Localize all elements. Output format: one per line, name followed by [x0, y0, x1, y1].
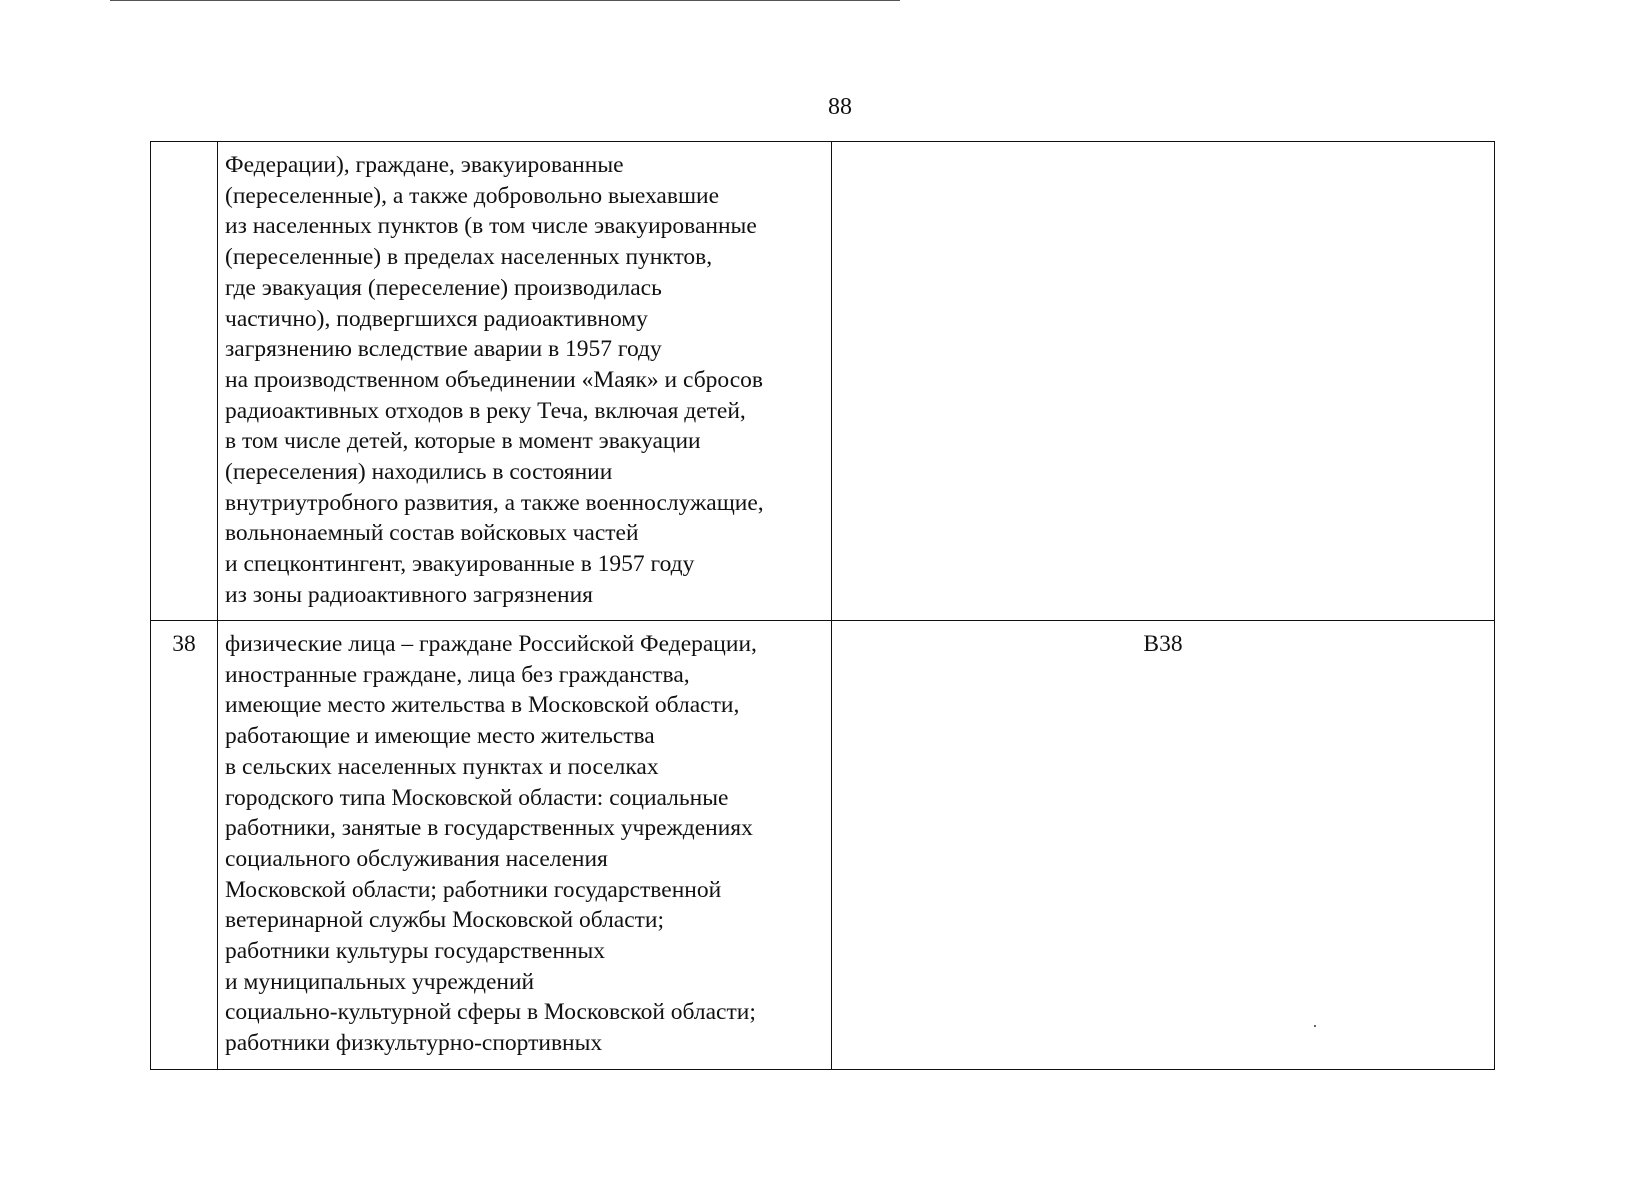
- text-line: и муниципальных учреждений: [225, 968, 535, 995]
- text-line: частично), подвергшихся радиоактивному: [225, 305, 648, 332]
- text-line: в том числе детей, которые в момент эвакуации: [225, 428, 701, 455]
- text-line: работающие и имеющие место жительства: [225, 723, 655, 750]
- text-line: где эвакуация (переселение) производилась: [225, 274, 662, 301]
- text-line: загрязнению вследствие аварии в 1957 году: [225, 336, 662, 363]
- text-line: физические лица – граждане Российской Федерации,: [225, 631, 757, 657]
- category-description-cell: [218, 621, 832, 1070]
- text-line: городского типа Московской области: социальные: [225, 784, 729, 811]
- scan-edge-line: [110, 0, 900, 1]
- benefits-table: [150, 141, 1495, 1070]
- text-line: и спецконтингент, эвакуированные в 1957 году: [225, 551, 695, 578]
- text-line: Московской области; работники государственной: [225, 876, 722, 903]
- text-line: в сельских населенных пунктах и поселках: [225, 753, 659, 780]
- text-line: из зоны радиоактивного загрязнения: [225, 581, 593, 608]
- text-line: имеющие место жительства в Московской области,: [225, 692, 740, 719]
- text-line: (переселения) находились в состоянии: [225, 459, 613, 486]
- code-cell: В38: [832, 621, 1495, 1070]
- text-line: работники культуры государственных: [225, 938, 606, 965]
- row-number-cell: [151, 142, 218, 621]
- text-line: внутриутробного развития, а также военнослужащие,: [225, 489, 764, 516]
- text-line: Федерации), граждане, эвакуированные: [225, 152, 624, 178]
- row-number-cell: 38: [151, 621, 218, 1070]
- text-line: из населенных пунктов (в том числе эвакуированные: [225, 213, 757, 240]
- code-cell: [832, 142, 1495, 621]
- text-line: (переселенные), а также добровольно выехавшие: [225, 182, 720, 209]
- text-line: иностранные граждане, лица без гражданства,: [225, 661, 690, 688]
- text-line: работники, занятые в государственных учреждениях: [225, 815, 753, 842]
- table-row: [151, 621, 1495, 1070]
- table-row: [151, 142, 1495, 621]
- text-line: работники физкультурно-спортивных: [225, 1030, 603, 1057]
- text-line: на производственном объединении «Маяк» и сбросов: [225, 366, 764, 393]
- text-line: вольнонаемный состав войсковых частей: [225, 520, 639, 547]
- text-line: ветеринарной службы Московской области;: [225, 907, 665, 934]
- text-line: социального обслуживания населения: [225, 845, 608, 872]
- text-line: (переселенные) в пределах населенных пунктов,: [225, 244, 713, 271]
- category-description-cell: [218, 142, 832, 621]
- text-line: социально-культурной сферы в Московской области;: [225, 999, 756, 1026]
- scan-speck: [1314, 1025, 1316, 1027]
- page-number: 88: [828, 94, 852, 120]
- text-line: радиоактивных отходов в реку Теча, включая детей,: [225, 397, 746, 424]
